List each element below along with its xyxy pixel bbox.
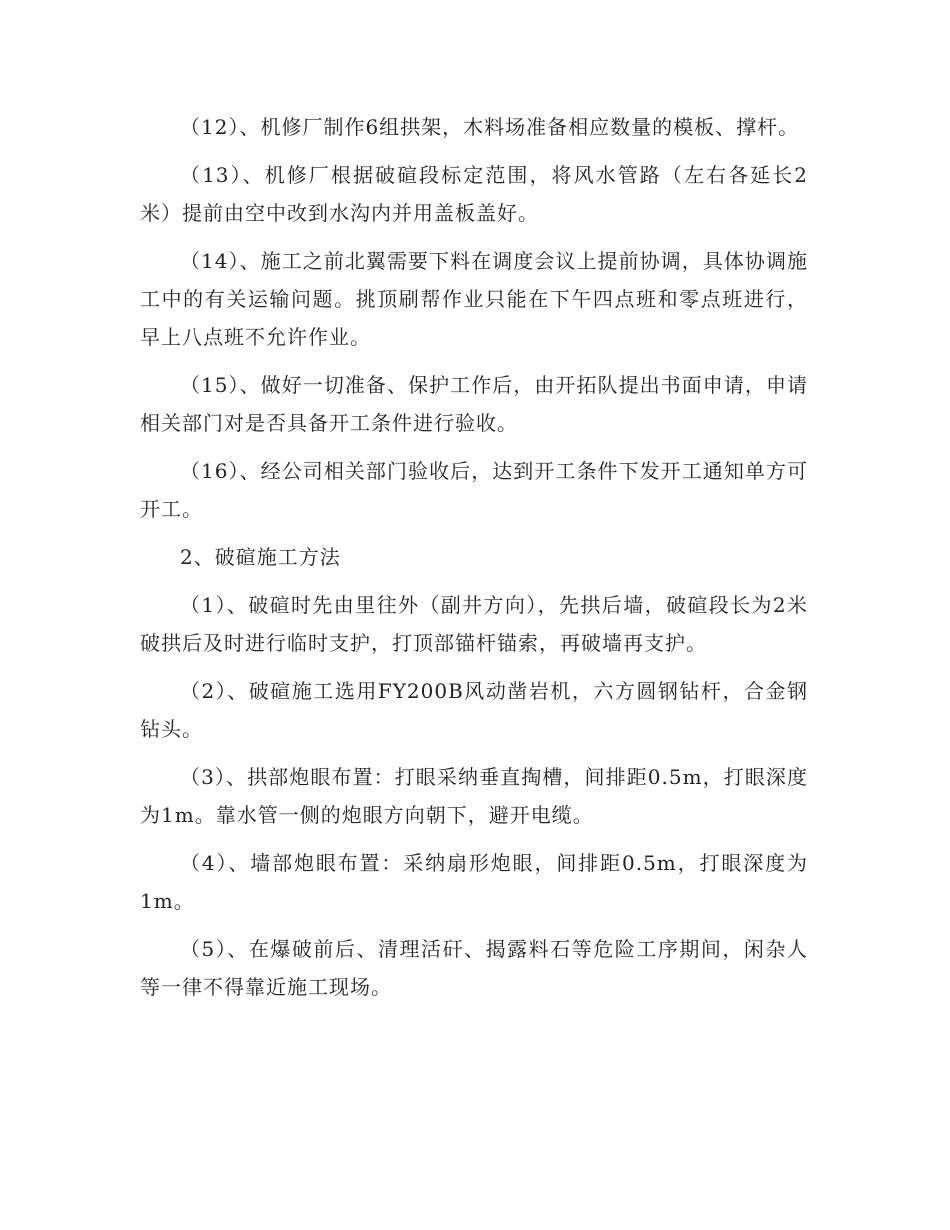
method-item-4: （4）、墙部炮眼布置：采纳扇形炮眼，间排距0.5m，打眼深度为1m。 bbox=[140, 851, 808, 913]
paragraph-item-15: （15）、做好一切准备、保护工作后，由开拓队提出书面申请，申请相关部门对是否具备开工条件进行验收。 bbox=[140, 373, 808, 435]
method-item-1: （1）、破碹时先由里往外（副井方向），先拱后墙，破碹段长为2米破拱后及时进行临时支护，打顶部锚杆锚索，再破墙再支护。 bbox=[140, 593, 808, 655]
method-item-2: （2）、破碹施工选用FY200B风动凿岩机，六方圆钢钻杆，合金钢钻头。 bbox=[140, 679, 808, 741]
section-heading: 2、破碹施工方法 bbox=[180, 545, 341, 569]
paragraph-item-13: （13）、机修厂根据破碹段标定范围，将风水管路（左右各延长2米）提前由空中改到水沟内并用盖板盖好。 bbox=[140, 163, 808, 225]
paragraph-item-16: （16）、经公司相关部门验收后，达到开工条件下发开工通知单方可开工。 bbox=[140, 459, 808, 521]
document-body bbox=[140, 108, 808, 1016]
method-item-3: （3）、拱部炮眼布置：打眼采纳垂直掏槽，间排距0.5m，打眼深度为1m。靠水管一侧的炮眼方向朝下，避开电缆。 bbox=[140, 765, 808, 827]
method-item-5: （5）、在爆破前后、清理活矸、揭露料石等危险工序期间，闲杂人等一律不得靠近施工现场。 bbox=[140, 937, 808, 999]
paragraph-item-12: （12）、机修厂制作6组拱架，木料场准备相应数量的模板、撑杆。 bbox=[180, 115, 800, 139]
paragraph-item-14: （14）、施工之前北翼需要下料在调度会议上提前协调，具体协调施工中的有关运输问题。挑顶刷帮作业只能在下午四点班和零点班进行，早上八点班不允许作业。 bbox=[140, 249, 808, 349]
